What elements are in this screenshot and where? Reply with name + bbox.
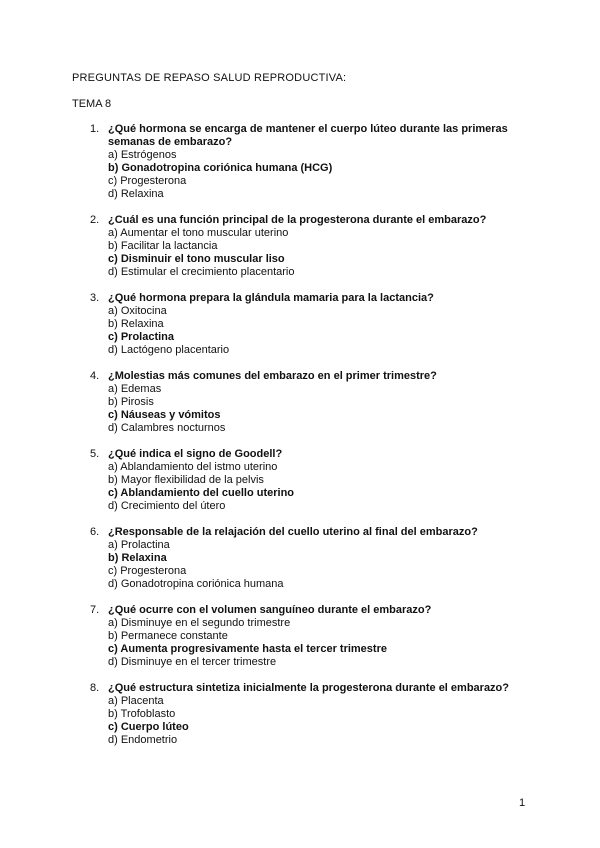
answer-option: c) Progesterona [108,175,187,187]
question-text: ¿Qué indica el signo de Goodell? [108,448,283,460]
answer-options [108,305,600,357]
question-number: 7. [90,604,100,616]
answer-option: a) Oxitocina [108,305,167,317]
answer-options [108,539,600,591]
answer-options [108,461,600,513]
answer-options [108,695,600,747]
question-number: 1. [90,123,100,135]
answer-option-correct: c) Prolactina [108,331,175,343]
answer-options [108,149,600,201]
question-number: 5. [90,448,100,460]
answer-option: d) Endometrio [108,734,178,746]
question-item [0,370,600,435]
answer-option: d) Crecimiento del útero [108,500,226,512]
question-number: 2. [90,214,100,226]
question-item [0,292,600,357]
question-item [0,604,600,669]
answer-option: a) Disminuye en el segundo trimestre [108,617,291,629]
answer-option: d) Lactógeno placentario [108,344,230,356]
answer-option: b) Trofoblasto [108,708,176,720]
answer-option-correct: c) Disminuir el tono muscular liso [108,253,285,265]
question-number: 6. [90,526,100,538]
question-text: ¿Qué hormona prepara la glándula mamaria para la lactancia? [108,292,434,304]
answer-option: b) Relaxina [108,318,164,330]
question-item [0,526,600,591]
answer-option-correct: b) Relaxina [108,552,167,564]
answer-option: d) Relaxina [108,188,164,200]
answer-option: a) Prolactina [108,539,170,551]
question-item [0,123,600,201]
answer-option: d) Gonadotropina coriónica humana [108,578,284,590]
answer-option-correct: c) Cuerpo lúteo [108,721,189,733]
answer-option: a) Ablandamiento del istmo uterino [108,461,278,473]
answer-option: c) Progesterona [108,565,187,577]
question-text: ¿Qué estructura sintetiza inicialmente la progesterona durante el embarazo? [108,682,509,694]
question-text: ¿Qué hormona se encarga de mantener el cuerpo lúteo durante las primeras semanas de embarazo? [108,123,508,148]
question-text: ¿Molestias más comunes del embarazo en el primer trimestre? [108,370,437,382]
answer-option: b) Facilitar la lactancia [108,240,218,252]
answer-option: a) Placenta [108,695,164,707]
question-text: ¿Responsable de la relajación del cuello uterino al final del embarazo? [108,526,478,538]
answer-option: d) Disminuye en el tercer trimestre [108,656,277,668]
document-title: PREGUNTAS DE REPASO SALUD REPRODUCTIVA: [72,72,347,84]
answer-option-correct: c) Náuseas y vómitos [108,409,221,421]
question-number: 4. [90,370,100,382]
answer-options [108,383,600,435]
answer-options [108,617,600,669]
section-heading: TEMA 8 [72,98,112,110]
answer-option: b) Mayor flexibilidad de la pelvis [108,474,264,486]
answer-option-correct: c) Ablandamiento del cuello uterino [108,487,295,499]
answer-option-correct: c) Aumenta progresivamente hasta el tercer trimestre [108,643,387,655]
page-number: 1 [519,797,526,809]
question-list [0,123,600,760]
answer-option-correct: b) Gonadotropina coriónica humana (HCG) [108,162,333,174]
answer-option: b) Permanece constante [108,630,228,642]
question-number: 3. [90,292,100,304]
question-item [0,682,600,747]
answer-option: d) Estimular el crecimiento placentario [108,266,295,278]
question-item [0,214,600,279]
answer-option: d) Calambres nocturnos [108,422,226,434]
answer-options [108,227,600,279]
question-text: ¿Qué ocurre con el volumen sanguíneo durante el embarazo? [108,604,432,616]
question-number: 8. [90,682,100,694]
answer-option: a) Estrógenos [108,149,177,161]
question-text: ¿Cuál es una función principal de la progesterona durante el embarazo? [108,214,487,226]
answer-option: b) Pirosis [108,396,154,408]
answer-option: a) Aumentar el tono muscular uterino [108,227,289,239]
answer-option: a) Edemas [108,383,162,395]
question-item [0,448,600,513]
